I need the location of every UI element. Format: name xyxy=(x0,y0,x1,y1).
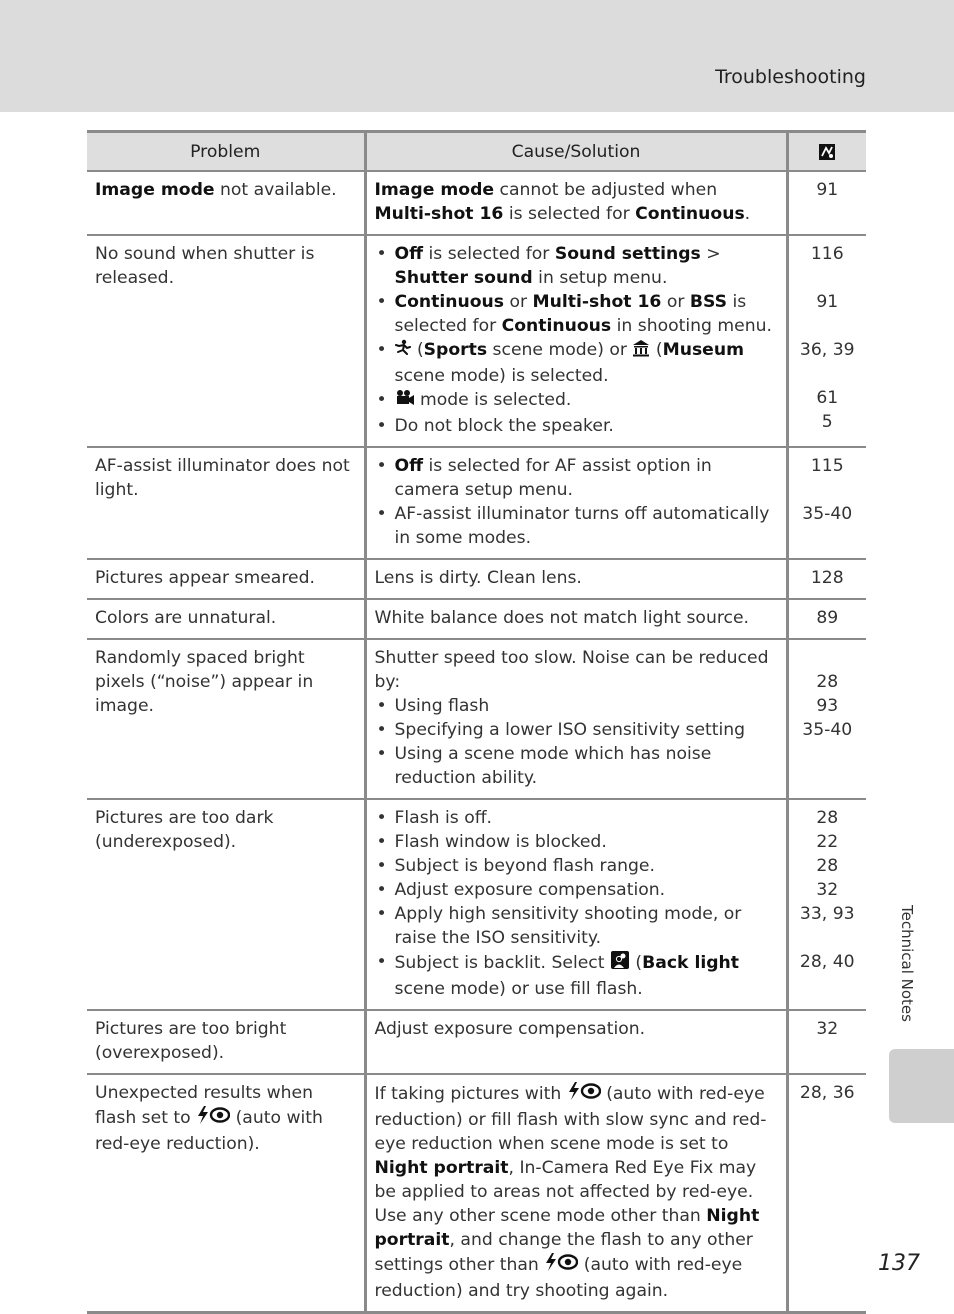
page-number-ref: 35-40 xyxy=(802,504,853,524)
text-run: in setup menu. xyxy=(532,268,668,288)
text-run: Do not block the speaker. xyxy=(394,416,614,436)
page-reference-cell xyxy=(787,799,866,1010)
header-band xyxy=(0,0,954,112)
page-number-ref: 33, 93 xyxy=(799,904,855,924)
problem-cell xyxy=(87,799,365,1010)
solution-item xyxy=(375,742,778,790)
red-eye-flash-icon xyxy=(196,1105,230,1132)
bold-term: Night portrait xyxy=(374,1206,760,1250)
cause-solution-cell xyxy=(365,447,787,559)
page-number-ref: 116 xyxy=(810,244,844,264)
cause-solution-cell xyxy=(365,599,787,639)
text-run: If taking pictures with xyxy=(374,1084,567,1104)
bold-term: Continuous xyxy=(501,316,612,336)
text-run: Adjust exposure compensation. xyxy=(374,1019,646,1039)
page-number-ref: 28 xyxy=(816,808,839,828)
table-row xyxy=(87,559,866,599)
page-reference-icon xyxy=(817,142,837,162)
cause-solution-cell xyxy=(365,1010,787,1074)
text-run: (auto with red-eye reduction) or fill flash with slow sync and red-eye reduction when scene mode is set to xyxy=(374,1084,767,1154)
page-reference-cell xyxy=(787,1010,866,1074)
solution-item xyxy=(375,878,778,902)
cause-solution-cell xyxy=(365,559,787,599)
solution-list xyxy=(375,242,778,438)
bold-term: Continuous xyxy=(394,292,505,312)
bold-term: Back light xyxy=(642,953,739,973)
page-number-ref: 91 xyxy=(816,180,839,200)
bold-term: Off xyxy=(394,244,424,264)
page-reference-cell xyxy=(787,639,866,799)
cause-intro: Shutter speed too slow. Noise can be reduced by: xyxy=(374,648,769,692)
page-number-ref: 93 xyxy=(816,696,839,716)
table-row xyxy=(87,1074,866,1313)
problem-cell xyxy=(87,1010,365,1074)
solution-item xyxy=(375,502,778,550)
page-spacer xyxy=(797,926,859,950)
page-number-ref: 22 xyxy=(816,832,839,852)
page-reference-cell xyxy=(787,235,866,447)
text-run: Specifying a lower ISO sensitivity setting xyxy=(394,720,746,740)
page-number-ref: 28 xyxy=(816,672,839,692)
solution-list xyxy=(375,454,778,550)
header-page-reference xyxy=(787,132,866,172)
cause-solution-cell xyxy=(365,235,787,447)
red-eye-flash-icon xyxy=(544,1252,578,1279)
solution-item xyxy=(375,242,778,290)
text-run: ( xyxy=(411,340,424,360)
header-problem: Problem xyxy=(87,132,365,172)
page-spacer xyxy=(797,478,859,502)
bold-term: Sound settings xyxy=(554,244,701,264)
text-run: No sound when shutter is released. xyxy=(95,244,315,288)
page-reference-cell xyxy=(787,447,866,559)
page-spacer xyxy=(797,526,859,550)
text-run: White balance does not match light source. xyxy=(374,608,750,628)
text-run: > xyxy=(700,244,721,264)
movie-mode-icon xyxy=(395,389,415,414)
page-number-ref: 5 xyxy=(821,412,833,432)
cause-solution-cell xyxy=(365,639,787,799)
problem-cell xyxy=(87,235,365,447)
page-number-ref: 128 xyxy=(810,568,844,588)
solution-item xyxy=(375,338,778,388)
page-number-ref: 61 xyxy=(816,388,839,408)
cause-solution-cell xyxy=(365,799,787,1010)
text-run: or xyxy=(504,292,533,312)
text-run: scene mode) or xyxy=(487,340,633,360)
solution-item xyxy=(375,388,778,414)
page-number-ref: 89 xyxy=(816,608,839,628)
problem-cell xyxy=(87,447,365,559)
problem-cell xyxy=(87,599,365,639)
bold-term: Museum xyxy=(662,340,744,360)
text-run: , In-Camera Red Eye Fix may be applied to areas not affected by red-eye. Use any other scene mode other than xyxy=(374,1158,757,1226)
solution-item xyxy=(375,290,778,338)
text-run: Using flash xyxy=(394,696,490,716)
table-row xyxy=(87,447,866,559)
bold-term: Image mode xyxy=(95,180,215,200)
red-eye-flash-icon xyxy=(567,1081,601,1108)
text-run: Apply high sensitivity shooting mode, or raise the ISO sensitivity. xyxy=(394,904,742,948)
problem-cell xyxy=(87,639,365,799)
table-row xyxy=(87,171,866,235)
text-run: Unexpected results when flash set to xyxy=(95,1083,313,1128)
text-run: . xyxy=(744,204,751,224)
table-header-row xyxy=(87,132,866,172)
table-row xyxy=(87,1010,866,1074)
text-run: is selected for xyxy=(423,244,555,264)
museum-mode-icon xyxy=(632,339,650,364)
page-number-ref: 115 xyxy=(810,456,844,476)
text-run: (auto with red-eye reduction). xyxy=(95,1108,323,1154)
page-number-ref: 32 xyxy=(816,1019,839,1039)
troubleshooting-table xyxy=(87,130,866,1314)
problem-cell xyxy=(87,1074,365,1313)
page-spacer xyxy=(797,646,859,670)
page-number-ref: 35-40 xyxy=(802,720,853,740)
text-run: not available. xyxy=(214,180,337,200)
solution-item xyxy=(375,950,778,1001)
bold-term: Sports xyxy=(423,340,488,360)
text-run: Subject is backlit. Select xyxy=(394,953,610,973)
page-reference-cell xyxy=(787,171,866,235)
text-run: ( xyxy=(629,953,643,973)
solution-item xyxy=(375,718,778,742)
text-run: in shooting menu. xyxy=(611,316,772,336)
bold-term: Multi-shot 16 xyxy=(532,292,662,312)
text-run: Pictures are too bright (overexposed). xyxy=(95,1019,287,1063)
page-spacer xyxy=(797,314,859,338)
text-run: AF-assist illuminator turns off automatically in some modes. xyxy=(394,504,770,548)
sports-mode-icon xyxy=(395,339,412,364)
bold-term: Multi-shot 16 xyxy=(374,204,504,224)
text-run: Adjust exposure compensation. xyxy=(394,880,666,900)
bold-term: Shutter sound xyxy=(394,268,533,288)
bold-term: Night portrait xyxy=(374,1158,509,1178)
page-number-ref: 28, 40 xyxy=(799,952,855,972)
page-reference-cell xyxy=(787,559,866,599)
text-run: (auto with red-eye reduction) and try shooting again. xyxy=(374,1255,743,1301)
page-spacer xyxy=(797,974,859,998)
text-run: is selected for xyxy=(503,204,636,224)
bold-term: Image mode xyxy=(374,180,495,200)
text-run: or xyxy=(661,292,690,312)
text-run: is selected for AF assist option in camera setup menu. xyxy=(394,456,712,500)
solution-item xyxy=(375,694,778,718)
text-run: Lens is dirty. Clean lens. xyxy=(374,568,582,588)
solution-item xyxy=(375,806,778,830)
text-run: scene mode) is selected. xyxy=(394,366,609,386)
problem-cell xyxy=(87,559,365,599)
text-run: Randomly spaced bright pixels (“noise”) appear in image. xyxy=(95,648,314,716)
solution-item xyxy=(375,454,778,502)
page-number-ref: 32 xyxy=(816,880,839,900)
text-run: is selected for xyxy=(394,292,747,336)
text-run: Colors are unnatural. xyxy=(95,608,277,628)
table-row xyxy=(87,599,866,639)
page-number-ref: 28, 36 xyxy=(799,1083,855,1103)
text-run: Subject is beyond flash range. xyxy=(394,856,655,876)
page-reference-cell xyxy=(787,599,866,639)
solution-item xyxy=(375,830,778,854)
section-title: Troubleshooting xyxy=(715,66,866,88)
problem-cell xyxy=(87,171,365,235)
page-number-ref: 28 xyxy=(816,856,839,876)
page-spacer xyxy=(797,742,859,766)
text-run: Flash is off. xyxy=(394,808,493,828)
side-tab-label-text: Technical Notes xyxy=(898,905,916,1022)
side-tab xyxy=(889,1049,954,1123)
page-number-ref: 36, 39 xyxy=(799,340,855,360)
text-run: AF-assist illuminator does not light. xyxy=(95,456,350,500)
solution-list xyxy=(375,806,778,1001)
text-run: Pictures appear smeared. xyxy=(95,568,315,588)
cause-solution-cell xyxy=(365,1074,787,1313)
solution-item xyxy=(375,414,778,438)
back-light-mode-icon xyxy=(610,950,630,977)
table-row xyxy=(87,799,866,1010)
bold-term: BSS xyxy=(689,292,728,312)
solution-item xyxy=(375,902,778,950)
page-number-ref: 91 xyxy=(816,292,839,312)
bold-term: Continuous xyxy=(635,204,745,224)
text-run: cannot be adjusted when xyxy=(494,180,718,200)
text-run: scene mode) or use fill flash. xyxy=(394,979,643,999)
text-run: mode is selected. xyxy=(414,390,572,410)
cause-solution-cell xyxy=(365,171,787,235)
text-run: , and change the flash to any other settings other than xyxy=(374,1230,753,1275)
text-run: Pictures are too dark (underexposed). xyxy=(95,808,274,852)
page-spacer xyxy=(797,266,859,290)
text-run: ( xyxy=(650,340,663,360)
table-row xyxy=(87,235,866,447)
bold-term: Off xyxy=(394,456,424,476)
page-spacer xyxy=(797,362,859,386)
text-run: Flash window is blocked. xyxy=(394,832,607,852)
solution-item xyxy=(375,854,778,878)
side-tab-label xyxy=(898,905,926,1035)
header-cause-solution: Cause/Solution xyxy=(365,132,787,172)
page-reference-cell xyxy=(787,1074,866,1313)
solution-list xyxy=(375,694,778,790)
text-run: Using a scene mode which has noise reduction ability. xyxy=(394,744,712,788)
table-row xyxy=(87,639,866,799)
page-number: 137 xyxy=(878,1251,920,1276)
